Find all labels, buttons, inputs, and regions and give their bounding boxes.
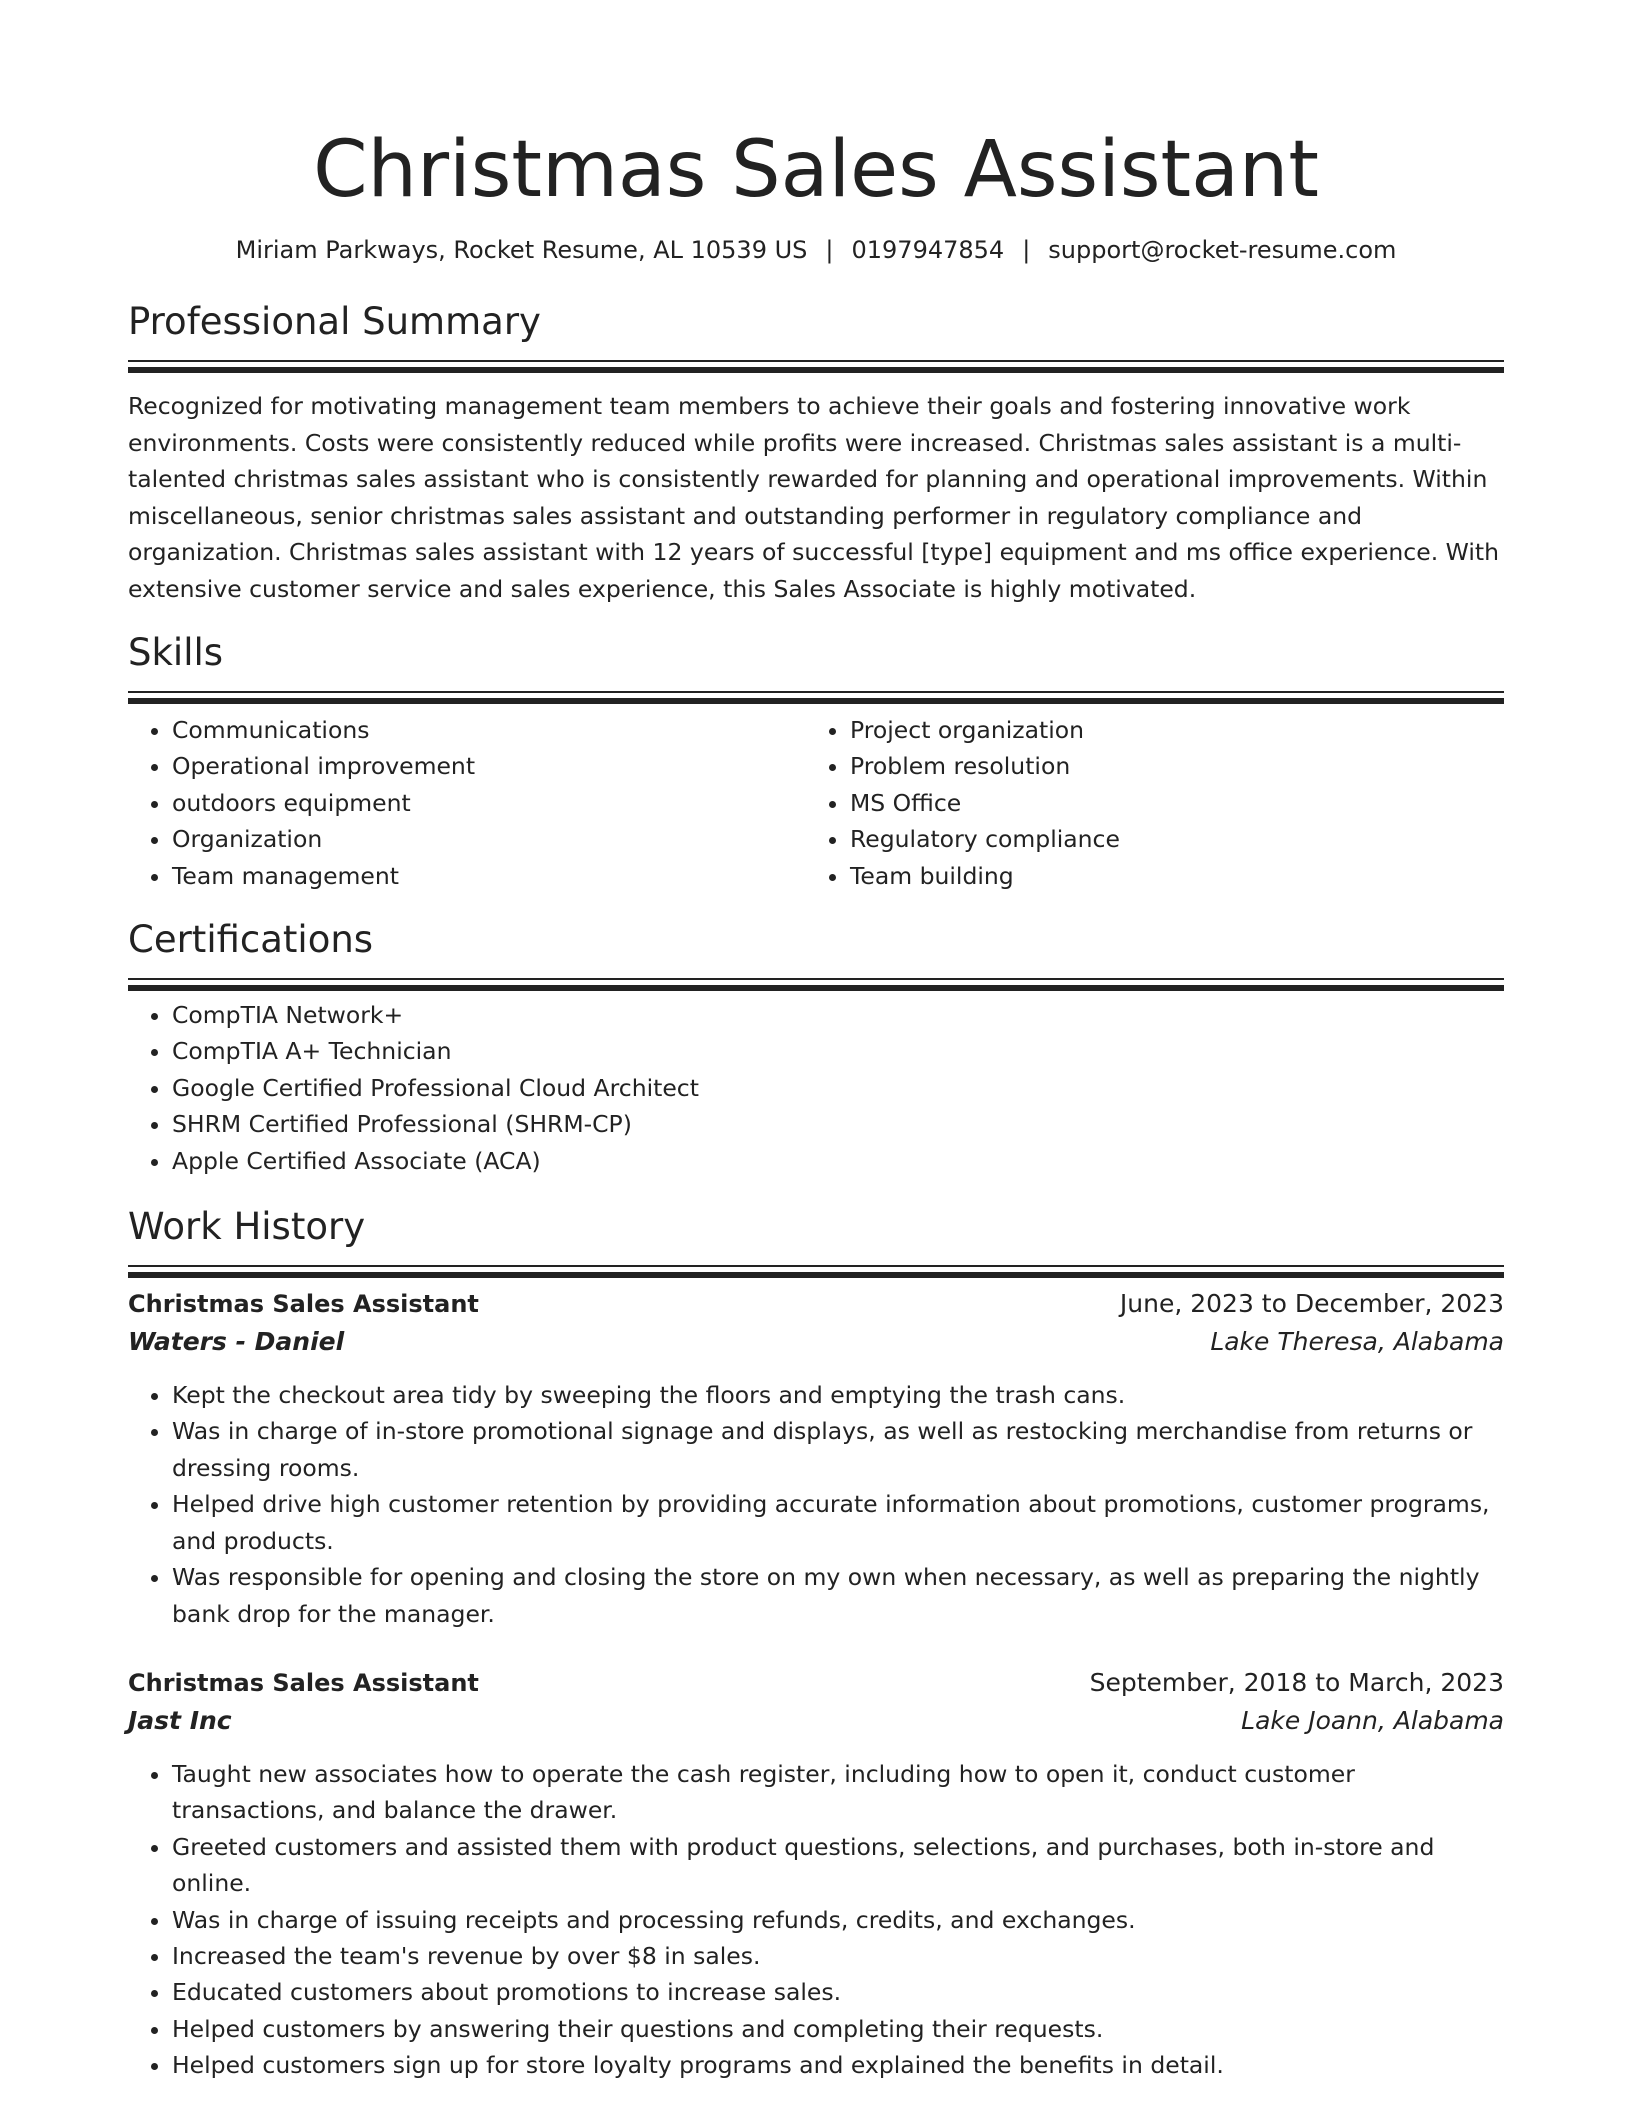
- resume-name: Christmas Sales Assistant: [313, 125, 1319, 215]
- job-location: Lake Joann, Alabama: [1241, 1705, 1504, 1735]
- summary-text: Recognized for motivating management team members to achieve their goals and fostering innovative work environments. Costs were consistently reduced while profits were increased. Christmas sales assistant is a multi-talented christmas sales assistant who is consistently rewarded for planning and operational improvements. Within miscellaneous, senior christmas sales assistant and outstanding performer in regulatory compliance and organization. Christmas sales assistant with 12 years of successful [type] equipment and ms office experience. With extensive customer service and sales experience, this Sales Associate is highly motivated.: [128, 392, 1499, 603]
- job-company: Waters - Daniel: [128, 1327, 345, 1357]
- job-bullet: • Increased the team's revenue by over $8 in sales.: [172, 1938, 1504, 1974]
- job-title: Christmas Sales Assistant: [128, 1668, 479, 1697]
- job-bullet: • Helped drive high customer retention by providing accurate information about promotions, customer programs, and products.: [172, 1486, 1504, 1559]
- section-title-work-history: Work History: [128, 1205, 366, 1249]
- skills-columns: [128, 712, 1504, 894]
- certification-item: • CompTIA A+ Technician: [172, 1033, 1504, 1069]
- contact-phone: 0197947854: [851, 236, 1005, 264]
- job-bullet: • Was in charge of in-store promotional signage and displays, as well as restocking merchandise from returns or dressing rooms.: [172, 1413, 1504, 1486]
- contact-separator: |: [825, 236, 834, 264]
- job-title: Christmas Sales Assistant: [128, 1290, 479, 1319]
- skill-item: • Team building: [850, 858, 1484, 894]
- skill-item: • Project organization: [850, 712, 1484, 748]
- job-entry: [128, 1664, 1504, 2084]
- skill-item: • Team management: [172, 858, 806, 894]
- job-subheader: [128, 1323, 1504, 1361]
- resume-page: [128, 0, 1504, 2084]
- job-company: Jast Inc: [128, 1705, 232, 1735]
- job-location: Lake Theresa, Alabama: [1210, 1327, 1504, 1357]
- contact-line: [128, 234, 1504, 266]
- job-bullets: [128, 1377, 1504, 1632]
- skill-item: • MS Office: [850, 785, 1484, 821]
- job-dates: June, 2023 to December, 2023: [1119, 1289, 1504, 1319]
- section-divider: [128, 691, 1504, 693]
- summary-section: [128, 298, 1504, 607]
- skill-item: • Regulatory compliance: [850, 821, 1484, 857]
- job-header: [128, 1285, 1504, 1323]
- job-bullet: • Greeted customers and assisted them with product questions, selections, and purchases, both in-store and online.: [172, 1829, 1504, 1902]
- certification-item: • Apple Certified Associate (ACA): [172, 1143, 1504, 1179]
- job-bullet: • Was in charge of issuing receipts and processing refunds, credits, and exchanges.: [172, 1902, 1504, 1938]
- certifications-list: [128, 997, 1504, 1179]
- certification-item: • Google Certified Professional Cloud Architect: [172, 1070, 1504, 1106]
- job-bullet: • Helped customers sign up for store loyalty programs and explained the benefits in detail.: [172, 2047, 1504, 2083]
- skill-item: • Problem resolution: [850, 748, 1484, 784]
- job-bullets: [128, 1756, 1504, 2084]
- skills-column-left: [128, 712, 806, 894]
- work-history-section: [128, 1203, 1504, 2084]
- section-divider: [128, 360, 1504, 362]
- section-title-certifications: Certifications: [128, 918, 374, 962]
- job-subheader: [128, 1702, 1504, 1740]
- certification-item: • SHRM Certified Professional (SHRM-CP): [172, 1106, 1504, 1142]
- certification-item: • CompTIA Network+: [172, 997, 1504, 1033]
- skills-section: [128, 629, 1504, 894]
- contact-email: support@rocket-resume.com: [1048, 236, 1397, 264]
- section-divider: [128, 1265, 1504, 1267]
- skill-item: • Communications: [172, 712, 806, 748]
- section-title-skills: Skills: [128, 631, 224, 674]
- contact-separator: |: [1022, 236, 1031, 264]
- job-bullet: • Taught new associates how to operate the cash register, including how to open it, conduct customer transactions, and balance the drawer.: [172, 1756, 1504, 1829]
- job-header: [128, 1664, 1504, 1702]
- job-entry: [128, 1285, 1504, 1632]
- skill-item: • Organization: [172, 821, 806, 857]
- skill-item: • Operational improvement: [172, 748, 806, 784]
- contact-address: Miriam Parkways, Rocket Resume, AL 10539 US: [235, 236, 808, 264]
- job-bullet: • Helped customers by answering their questions and completing their requests.: [172, 2011, 1504, 2047]
- job-bullet: • Kept the checkout area tidy by sweeping the floors and emptying the trash cans.: [172, 1377, 1504, 1413]
- section-title-summary: Professional Summary: [128, 300, 541, 343]
- certifications-section: [128, 916, 1504, 1179]
- skill-item: • outdoors equipment: [172, 785, 806, 821]
- job-bullet: • Educated customers about promotions to increase sales.: [172, 1974, 1504, 2010]
- job-bullet: • Was responsible for opening and closing the store on my own when necessary, as well as preparing the nightly bank drop for the manager.: [172, 1559, 1504, 1632]
- job-dates: September, 2018 to March, 2023: [1089, 1667, 1504, 1697]
- skills-column-right: [806, 712, 1484, 894]
- section-divider: [128, 978, 1504, 980]
